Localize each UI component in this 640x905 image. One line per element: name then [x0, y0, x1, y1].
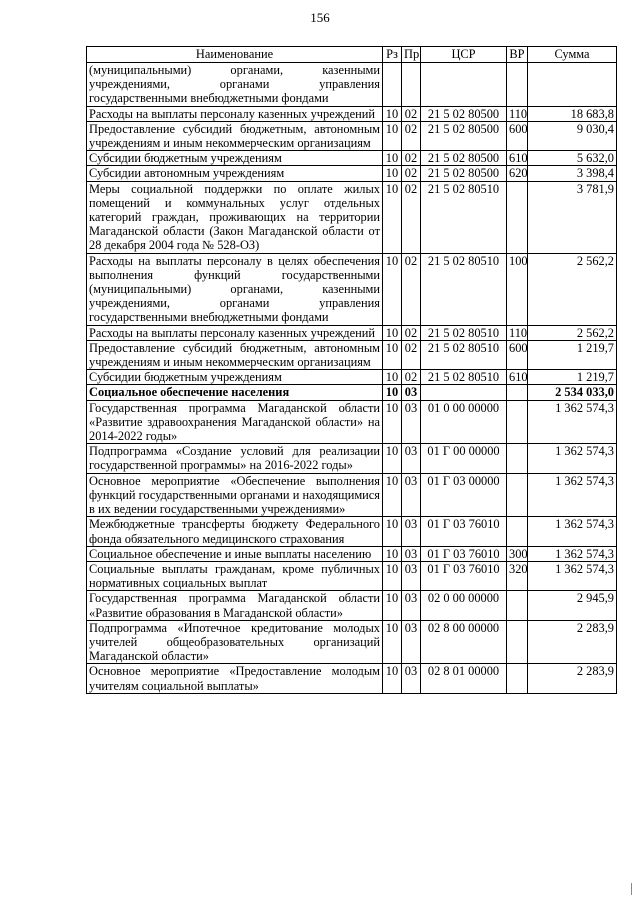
cell-rz: 10: [383, 385, 402, 400]
cell-sum: 1 362 574,3: [528, 546, 617, 561]
table-row: [87, 620, 617, 664]
cell-vr: 110: [507, 325, 528, 340]
cell-pr: 03: [402, 473, 421, 517]
cell-rz: 10: [383, 166, 402, 181]
cell-pr: 03: [402, 385, 421, 400]
cell-pr: 03: [402, 561, 421, 590]
cell-sum: 3 781,9: [528, 181, 617, 253]
cell-pr: 02: [402, 340, 421, 369]
cell-vr: [507, 63, 528, 107]
cell-pr: 02: [402, 370, 421, 385]
cell-sum: 2 945,9: [528, 591, 617, 620]
cell-sum: 1 219,7: [528, 370, 617, 385]
cell-name: Меры социальной поддержки по оплате жилых помещений и коммунальных услуг отдельных категорий граждан, проживающих на территории Магаданской области (Закон Магаданской области от 28 декабря 2004 года № 528-ОЗ): [87, 181, 383, 253]
cell-csr: 01 Г 03 00000: [421, 473, 507, 517]
cell-rz: 10: [383, 400, 402, 444]
cell-name: Основное мероприятие «Обеспечение выполнения функций государственными органами и находящимися в их ведении государственными учреждениями»: [87, 473, 383, 517]
cell-rz: 10: [383, 561, 402, 590]
table-row: [87, 546, 617, 561]
cell-csr: 01 Г 03 76010: [421, 546, 507, 561]
table-row: [87, 473, 617, 517]
table-row: [87, 63, 617, 107]
cell-csr: 21 5 02 80500: [421, 121, 507, 150]
table-header-row: [87, 47, 617, 63]
cell-sum: 9 030,4: [528, 121, 617, 150]
cell-rz: 10: [383, 340, 402, 369]
cell-sum: 1 362 574,3: [528, 400, 617, 444]
cell-pr: 03: [402, 591, 421, 620]
cell-csr: 21 5 02 80510: [421, 340, 507, 369]
cell-name: Расходы на выплаты персоналу казенных учреждений: [87, 325, 383, 340]
cell-rz: 10: [383, 253, 402, 325]
cell-pr: 02: [402, 121, 421, 150]
cell-name: Предоставление субсидий бюджетным, автономным учреждениям и иным некоммерческим организациям: [87, 121, 383, 150]
cell-name: Субсидии бюджетным учреждениям: [87, 370, 383, 385]
cell-vr: 610: [507, 151, 528, 166]
cell-name: Основное мероприятие «Предоставление молодым учителям социальной выплаты»: [87, 664, 383, 693]
cell-pr: 03: [402, 517, 421, 546]
cell-pr: 03: [402, 546, 421, 561]
cell-vr: [507, 181, 528, 253]
cell-rz: 10: [383, 106, 402, 121]
table-row: [87, 561, 617, 590]
cell-vr: 100: [507, 253, 528, 325]
cell-sum: 1 219,7: [528, 340, 617, 369]
cell-rz: 10: [383, 517, 402, 546]
cell-pr: 02: [402, 166, 421, 181]
cell-rz: 10: [383, 664, 402, 693]
cell-sum: 1 362 574,3: [528, 517, 617, 546]
cell-name: Субсидии автономным учреждениям: [87, 166, 383, 181]
table-row: [87, 325, 617, 340]
cell-pr: 02: [402, 253, 421, 325]
cell-rz: 10: [383, 444, 402, 473]
cell-pr: 02: [402, 325, 421, 340]
cell-csr: 21 5 02 80510: [421, 181, 507, 253]
cell-name: Предоставление субсидий бюджетным, автономным учреждениям и иным некоммерческим организациям: [87, 340, 383, 369]
table-row: [87, 253, 617, 325]
cell-rz: 10: [383, 121, 402, 150]
cell-name: (муниципальными) органами, казенными учреждениями, органами управления государственными внебюджетными фондами: [87, 63, 383, 107]
cell-name: Социальное обеспечение населения: [87, 385, 383, 400]
header-vr: ВР: [507, 47, 528, 63]
cell-vr: [507, 591, 528, 620]
cell-vr: [507, 473, 528, 517]
cell-csr: 21 5 02 80510: [421, 253, 507, 325]
cell-name: Подпрограмма «Ипотечное кредитование молодых учителей общеобразовательных организаций Магаданской области»: [87, 620, 383, 664]
cell-csr: 02 0 00 00000: [421, 591, 507, 620]
cell-pr: 02: [402, 151, 421, 166]
cell-vr: 110: [507, 106, 528, 121]
cell-csr: 02 8 01 00000: [421, 664, 507, 693]
cell-name: Расходы на выплаты персоналу в целях обеспечения выполнения функций государственными (муниципальными) органами, казенными учреждениями, органами управления государственными внебюджетными фондами: [87, 253, 383, 325]
cell-sum: 5 632,0: [528, 151, 617, 166]
cell-sum: 1 362 574,3: [528, 473, 617, 517]
table-row: [87, 106, 617, 121]
header-pr: Пр: [402, 47, 421, 63]
table-row: [87, 664, 617, 693]
table-row: [87, 166, 617, 181]
cell-sum: 18 683,8: [528, 106, 617, 121]
cell-rz: 10: [383, 370, 402, 385]
cell-rz: 10: [383, 473, 402, 517]
cell-sum: 2 562,2: [528, 325, 617, 340]
cell-rz: [383, 63, 402, 107]
cell-csr: 21 5 02 80500: [421, 151, 507, 166]
cell-vr: [507, 620, 528, 664]
cell-rz: 10: [383, 591, 402, 620]
cell-vr: 300: [507, 546, 528, 561]
cell-csr: 21 5 02 80510: [421, 370, 507, 385]
cell-sum: 2 283,9: [528, 664, 617, 693]
header-name: Наименование: [87, 47, 383, 63]
cell-csr: 01 Г 00 00000: [421, 444, 507, 473]
cell-name: Государственная программа Магаданской области «Развитие образования в Магаданской области»: [87, 591, 383, 620]
cell-rz: 10: [383, 181, 402, 253]
table-body: [87, 63, 617, 694]
header-sum: Сумма: [528, 47, 617, 63]
cell-rz: 10: [383, 620, 402, 664]
cell-rz: 10: [383, 151, 402, 166]
cell-name: Межбюджетные трансферты бюджету Федерального фонда обязательного медицинского страхования: [87, 517, 383, 546]
table-row: [87, 340, 617, 369]
cell-vr: [507, 444, 528, 473]
cell-sum: 1 362 574,3: [528, 561, 617, 590]
table-row: [87, 385, 617, 400]
cell-rz: 10: [383, 325, 402, 340]
cell-name: Государственная программа Магаданской области «Развитие здравоохранения Магаданской области» на 2014-2022 годы»: [87, 400, 383, 444]
cell-pr: 03: [402, 620, 421, 664]
table-row: [87, 121, 617, 150]
cell-vr: [507, 400, 528, 444]
cell-pr: 02: [402, 106, 421, 121]
cell-pr: 03: [402, 444, 421, 473]
table-row: [87, 400, 617, 444]
header-rz: Рз: [383, 47, 402, 63]
cell-sum: 2 283,9: [528, 620, 617, 664]
cell-rz: 10: [383, 546, 402, 561]
header-csr: ЦСР: [421, 47, 507, 63]
cell-sum: 3 398,4: [528, 166, 617, 181]
cell-name: Социальные выплаты гражданам, кроме публичных нормативных социальных выплат: [87, 561, 383, 590]
cell-name: Субсидии бюджетным учреждениям: [87, 151, 383, 166]
cell-pr: 03: [402, 664, 421, 693]
cell-sum: 1 362 574,3: [528, 444, 617, 473]
cell-name: Социальное обеспечение и иные выплаты населению: [87, 546, 383, 561]
cell-vr: 600: [507, 121, 528, 150]
table-row: [87, 151, 617, 166]
cell-csr: 01 Г 03 76010: [421, 517, 507, 546]
cell-vr: 320: [507, 561, 528, 590]
cell-pr: 02: [402, 181, 421, 253]
cell-pr: 03: [402, 400, 421, 444]
table-row: [87, 591, 617, 620]
cell-sum: 2 534 033,0: [528, 385, 617, 400]
table-row: [87, 517, 617, 546]
table-row: [87, 181, 617, 253]
page-number: 156: [310, 10, 330, 25]
cell-csr: [421, 385, 507, 400]
cell-vr: [507, 664, 528, 693]
cell-csr: 21 5 02 80510: [421, 325, 507, 340]
cell-name: Подпрограмма «Создание условий для реализации государственной программы» на 2016-2022 годы»: [87, 444, 383, 473]
cell-vr: 600: [507, 340, 528, 369]
budget-table: [86, 46, 617, 694]
cell-sum: 2 562,2: [528, 253, 617, 325]
cell-vr: [507, 385, 528, 400]
cell-csr: 21 5 02 80500: [421, 106, 507, 121]
cell-vr: [507, 517, 528, 546]
cell-name: Расходы на выплаты персоналу казенных учреждений: [87, 106, 383, 121]
cell-csr: [421, 63, 507, 107]
cell-sum: [528, 63, 617, 107]
scan-mark: [631, 883, 632, 895]
table-row: [87, 370, 617, 385]
cell-csr: 01 0 00 00000: [421, 400, 507, 444]
cell-csr: 21 5 02 80500: [421, 166, 507, 181]
cell-csr: 02 8 00 00000: [421, 620, 507, 664]
table-row: [87, 444, 617, 473]
cell-csr: 01 Г 03 76010: [421, 561, 507, 590]
cell-pr: [402, 63, 421, 107]
cell-vr: 610: [507, 370, 528, 385]
cell-vr: 620: [507, 166, 528, 181]
